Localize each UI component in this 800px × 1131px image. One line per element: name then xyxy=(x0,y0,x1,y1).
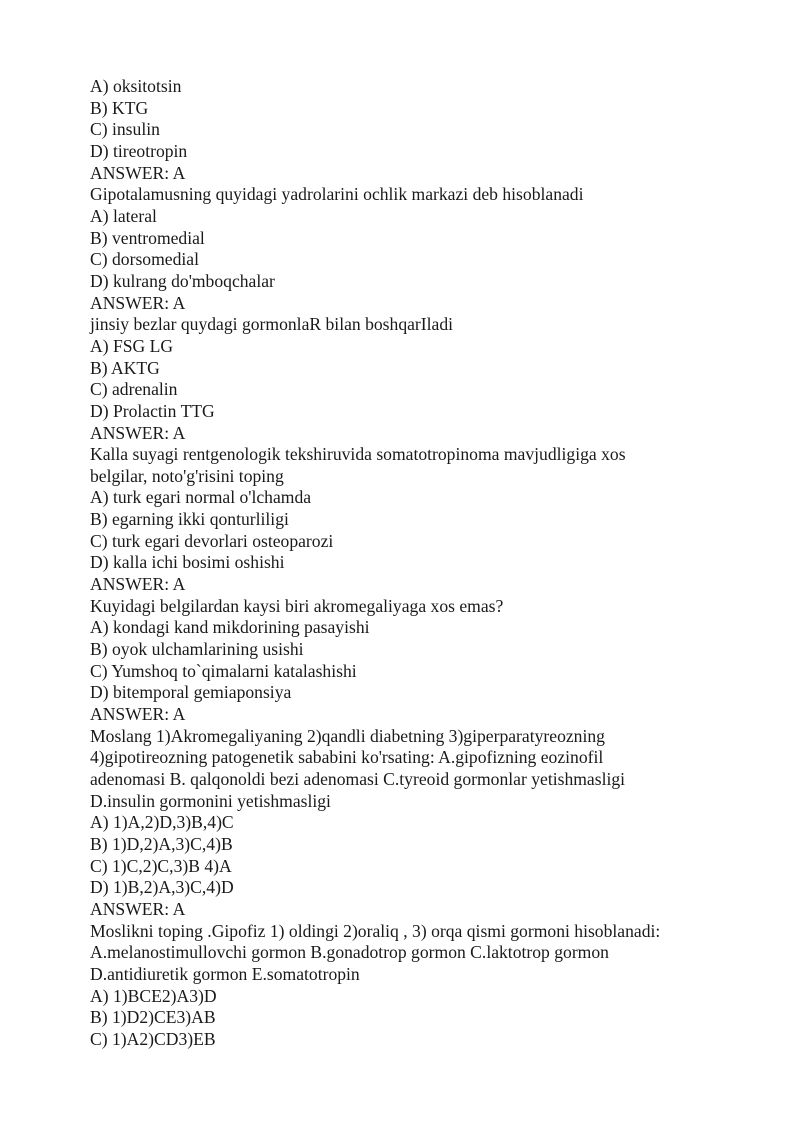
question-4-option-d: D) kalla ichi bosimi oshishi xyxy=(90,552,285,573)
question-5-option-d: D) bitemporal gemiaponsiya xyxy=(90,682,292,703)
question-2-option-c: C) dorsomedial xyxy=(90,249,199,270)
question-6-option-c: C) 1)C,2)C,3)B 4)A xyxy=(90,855,232,876)
question-6-line-3: adenomasi B. qalqonoldi bezi adenomasi C.tyreoid gormonlar yetishmasligi xyxy=(90,769,626,789)
option-b-ktg: B) KTG xyxy=(90,97,149,118)
document-page xyxy=(90,76,720,1051)
question-4-option-a: A) turk egari normal o'lchamda xyxy=(90,487,312,508)
answer-3: ANSWER: A xyxy=(90,422,186,443)
question-3-option-d: D) Prolactin TTG xyxy=(90,400,215,421)
option-d-tireotropin: D) tireotropin xyxy=(90,140,188,161)
question-4-option-b: B) egarning ikki qonturliligi xyxy=(90,509,289,530)
option-a-oksitotsin: A) oksitotsin xyxy=(90,76,182,96)
question-7-option-a: A) 1)BCE2)A3)D xyxy=(90,985,217,1006)
answer-1: ANSWER: A xyxy=(90,162,186,183)
question-6-line-1: Moslang 1)Akromegaliyaning 2)qandli diabetning 3)giperparatyreozning xyxy=(90,725,605,746)
question-5-option-a: A) kondagi kand mikdorining pasayishi xyxy=(90,617,370,638)
question-2-option-b: B) ventromedial xyxy=(90,227,205,248)
question-6-option-d: D) 1)B,2)A,3)C,4)D xyxy=(90,877,234,898)
question-6-line-2: 4)gipotireozning patogenetik sababini ko'rsating: A.gipofizning eozinofil xyxy=(90,747,604,768)
question-4-line-1: Kalla suyagi rentgenologik tekshiruvida somatotropinoma mavjudligiga xos xyxy=(90,444,626,465)
question-7-line-3: D.antidiuretik gormon E.somatotropin xyxy=(90,963,360,984)
question-2: Gipotalamusning quyidagi yadrolarini ochlik markazi deb hisoblanadi xyxy=(90,184,584,205)
question-3-option-b: B) AKTG xyxy=(90,357,160,378)
question-3-option-a: A) FSG LG xyxy=(90,335,174,356)
question-2-option-d: D) kulrang do'mboqchalar xyxy=(90,270,275,291)
question-7-line-2: A.melanostimullovchi gormon B.gonadotrop gormon C.laktotrop gormon xyxy=(90,942,609,963)
question-7-option-b: B) 1)D2)CE3)AB xyxy=(90,1007,216,1028)
question-6-line-4: D.insulin gormonini yetishmasligi xyxy=(90,790,331,811)
answer-5: ANSWER: A xyxy=(90,704,186,725)
answer-6: ANSWER: A xyxy=(90,898,186,919)
question-7-line-1: Moslikni toping .Gipofiz 1) oldingi 2)oraliq , 3) orqa qismi gormoni hisoblanadi: xyxy=(90,920,661,941)
answer-4: ANSWER: A xyxy=(90,574,186,595)
question-5: Kuyidagi belgilardan kaysi biri akromegaliyaga xos emas? xyxy=(90,595,504,616)
question-2-option-a: A) lateral xyxy=(90,205,157,226)
question-7-option-c: C) 1)A2)CD3)EB xyxy=(90,1028,216,1049)
question-3: jinsiy bezlar quydagi gormonlaR bilan boshqarIladi xyxy=(90,314,454,335)
question-4-line-2: belgilar, noto'g'risini toping xyxy=(90,465,284,486)
answer-2: ANSWER: A xyxy=(90,292,186,313)
question-6-option-b: B) 1)D,2)A,3)C,4)B xyxy=(90,833,233,854)
question-5-option-c: C) Yumshoq to`qimalarni katalashishi xyxy=(90,660,357,681)
question-3-option-c: C) adrenalin xyxy=(90,379,178,400)
question-5-option-b: B) oyok ulchamlarining usishi xyxy=(90,639,304,660)
question-6-option-a: A) 1)A,2)D,3)B,4)C xyxy=(90,812,234,833)
question-4-option-c: C) turk egari devorlari osteoparozi xyxy=(90,530,334,551)
option-c-insulin: C) insulin xyxy=(90,119,160,140)
